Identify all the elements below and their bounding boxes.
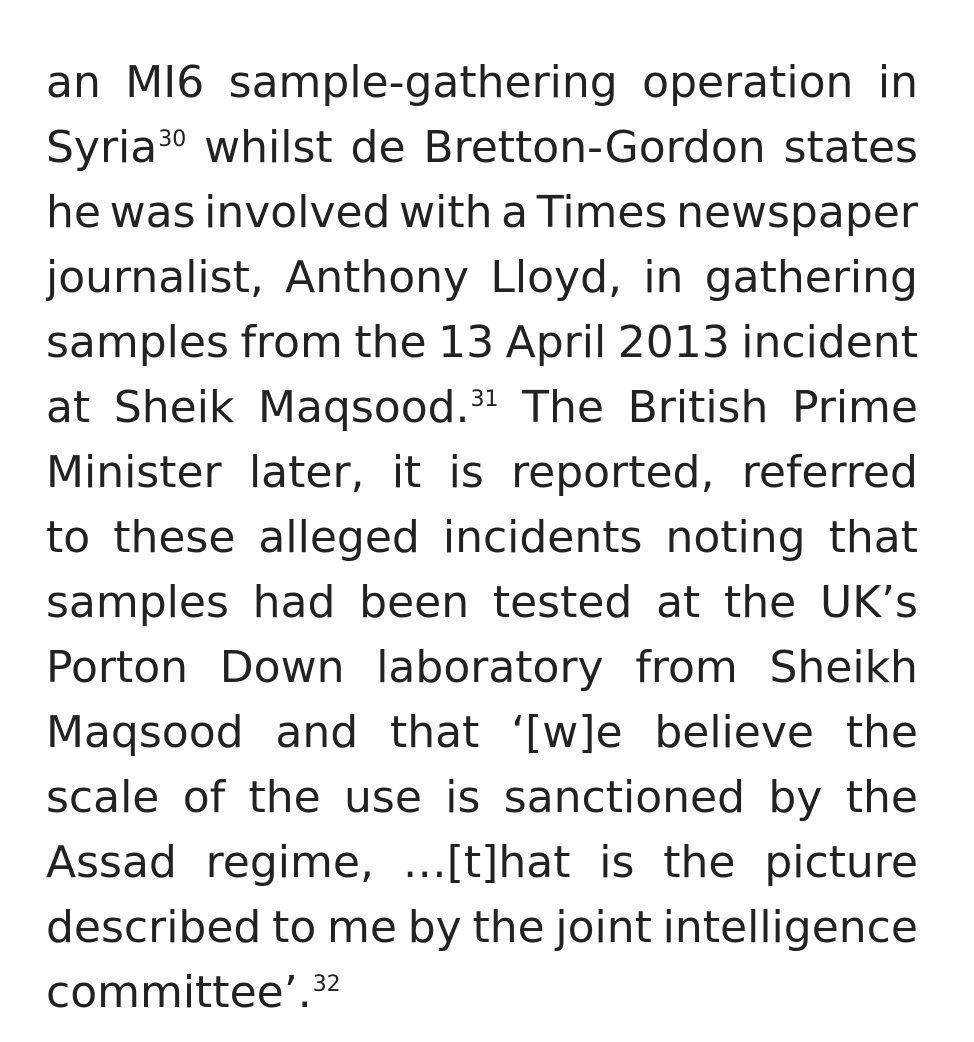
word: Lloyd, [490,252,623,303]
word: to [272,902,317,953]
word: de [350,122,406,173]
text-line-4 [46,245,918,310]
word: committee’. [46,967,312,1018]
word: noting [665,512,806,563]
word: referred [741,447,918,498]
word: the [724,577,797,628]
word: Assad [46,837,177,888]
footnote-marker-31[interactable]: 31 [470,387,499,412]
text-line-3 [46,180,918,245]
word: he [46,187,101,238]
word: involved [204,187,391,238]
word: use [344,772,422,823]
word: by [407,902,462,953]
word: is [599,837,635,888]
word: incidents [442,512,643,563]
text-line-15 [46,960,918,1025]
word: UK’s [820,577,918,628]
word: Maqsood [46,707,244,758]
text-line-11 [46,700,918,765]
word: Porton [46,642,189,693]
word: Prime [791,382,918,433]
word: regime, [205,837,374,888]
word: intelligence [662,902,918,953]
word: in [877,57,918,108]
word: an [46,57,101,108]
word: and [275,707,359,758]
word: from [240,317,343,368]
word: that [828,512,918,563]
word: to [46,512,91,563]
word: samples [46,317,229,368]
word: is [448,447,484,498]
word: the [248,772,321,823]
word: the [472,902,545,953]
word: …[t]hat [402,837,571,888]
word: in [643,252,684,303]
word: sample-gathering [228,57,618,108]
word: incident [741,317,918,368]
word: British [627,382,769,433]
word: states [783,122,918,173]
word: described [46,902,262,953]
word: ‘[w]e [511,707,623,758]
word: believe [654,707,814,758]
word: April [505,317,607,368]
footnote-marker-30[interactable]: 30 [158,127,187,152]
word-with-footnote [46,115,186,180]
word: had [252,577,336,628]
word: at [656,577,701,628]
word: 2013 [617,317,730,368]
word: was [109,187,196,238]
word: the [663,837,736,888]
word: me [327,902,397,953]
text-line-9 [46,570,918,635]
word: Sheik [113,382,235,433]
word: alleged [258,512,420,563]
word: Anthony [285,252,470,303]
word: journalist, [46,252,264,303]
body-paragraph [46,50,918,1025]
text-line-7 [46,440,918,505]
word: at [46,382,91,433]
text-line-1 [46,50,918,115]
word: been [359,577,470,628]
word: tested [492,577,633,628]
word: joint [555,902,652,953]
text-line-14 [46,895,918,960]
word-with-footnote [258,375,499,440]
word: a [501,187,529,238]
word: Sheikh [769,642,918,693]
word: MI6 [125,57,205,108]
word-with-footnote [46,960,341,1025]
word: later, [248,447,365,498]
word: laboratory [376,642,604,693]
text-line-13 [46,830,918,895]
word: samples [46,577,229,628]
word: Times [536,187,668,238]
word: the [354,317,427,368]
word: by [768,772,823,823]
word: the [845,772,918,823]
word: gathering [704,252,918,303]
word: Maqsood. [258,382,470,433]
text-line-10 [46,635,918,700]
word: whilst [204,122,333,173]
word: operation [642,57,854,108]
word: picture [764,837,918,888]
word: scale [46,772,160,823]
word: these [113,512,236,563]
text-line-12 [46,765,918,830]
word: sanctioned [503,772,746,823]
word: Bretton-Gordon [423,122,766,173]
footnote-marker-32[interactable]: 32 [312,972,341,997]
word: The [522,382,604,433]
word: of [182,772,226,823]
word: Down [219,642,345,693]
word: it [391,447,422,498]
text-line-2 [46,115,918,180]
text-line-6 [46,375,918,440]
word: reported, [511,447,715,498]
word: Minister [46,447,222,498]
text-line-5 [46,310,918,375]
word: with [399,187,493,238]
word: is [445,772,481,823]
text-line-8 [46,505,918,570]
word: the [845,707,918,758]
word: that [389,707,480,758]
word: from [635,642,738,693]
word: 13 [438,317,495,368]
word: Syria [46,122,158,173]
word: newspaper [676,187,918,238]
